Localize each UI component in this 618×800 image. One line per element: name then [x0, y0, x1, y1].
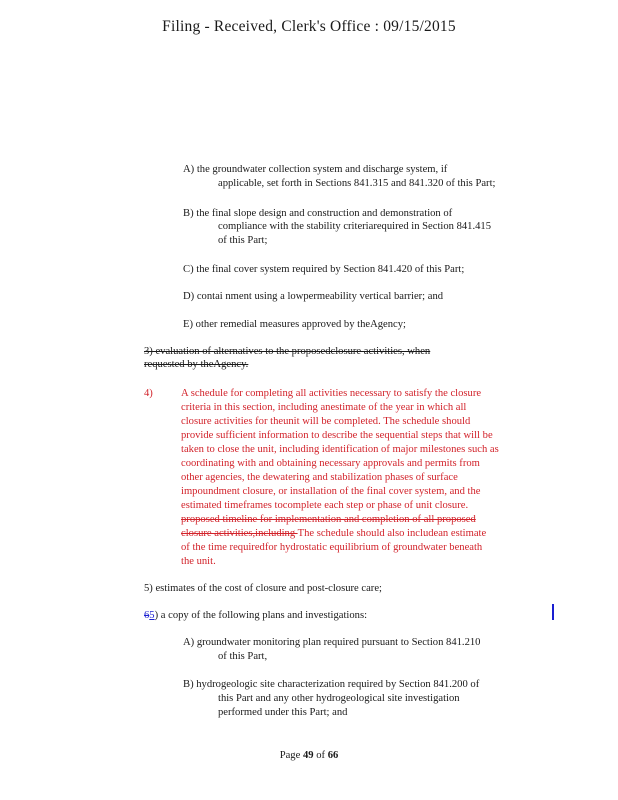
item-4-line3: closure activities for theunit will be completed. The schedule should [181, 416, 471, 427]
item-b1-line1 [183, 207, 452, 220]
item-a2-line2: of this Part, [218, 651, 268, 662]
item-5-line1: 5) estimates of the cost of closure and post-closure care; [144, 583, 382, 594]
item-b2-line2: this Part and any other hydrogeological site investigation [218, 693, 460, 704]
item-4-after-struck: The schedule should also includean estimate [297, 528, 487, 539]
item-label: B) [183, 208, 194, 219]
item-6-text: ) a copy of the following plans and investigations: [154, 610, 368, 621]
item-4-line13: the unit. [181, 556, 216, 567]
item-label: B) [183, 679, 194, 690]
item-4-line11 [181, 527, 486, 540]
item-4-line12: of the time requiredfor hydrostatic equilibrium of groundwater beneath [181, 542, 483, 553]
item-text: contai nment using a lowpermeability vertical barrier; and [196, 291, 444, 302]
item-label: E) [183, 319, 193, 330]
of-word: of [316, 750, 326, 761]
item-label: A) [183, 637, 195, 648]
item-4-struck2: closure activities,including [181, 528, 298, 539]
text-cursor [552, 604, 554, 620]
page-total: 66 [327, 750, 339, 761]
item-text: the final cover system required by Section 841.420 of this Part; [196, 264, 465, 275]
item-4-line1: A schedule for completing all activities necessary to satisfy the closure [181, 388, 482, 399]
item-6-old-number: 6 [144, 610, 150, 621]
item-text: the final slope design and construction and demonstration of [196, 208, 453, 219]
item-4-line9: estimated timeframes tocomplete each step or phase of unit closure. [181, 500, 469, 511]
page-word: Page [279, 750, 301, 761]
item-b1-line2: compliance with the stability criteriarequired in Section 841.415 [218, 221, 492, 232]
item-b1-line3: of this Part; [218, 235, 268, 246]
item-4-line8: impoundment closure, or installation of the final cover system, and the [181, 486, 481, 497]
item-3-line1-deleted: 3) evaluation of alternatives to the proposedclosure activities, when [144, 346, 431, 357]
item-4-line7: other agencies, the dewatering and stabilization phases of surface [181, 472, 458, 483]
item-4-line4: provide sufficient information to describe the sequential steps that will be [181, 430, 493, 441]
item-label: A) [183, 164, 195, 175]
item-4-line2: criteria in this section, including anestimate of the year in which all [181, 402, 467, 413]
item-a1-line1 [183, 163, 447, 176]
item-4-line5: taken to close the unit, including identification of major milestones such as [181, 444, 499, 455]
item-text: other remedial measures approved by theAgency; [195, 319, 406, 330]
item-b2-line1 [183, 678, 479, 691]
filing-header: Filing - Received, Clerk's Office : 09/15/2015 [162, 18, 456, 35]
item-4-label: 4) [144, 388, 153, 399]
item-e1-line1 [183, 318, 406, 331]
item-text: the groundwater collection system and discharge system, if [196, 164, 448, 175]
item-a2-line1 [183, 636, 480, 649]
item-d1-line1 [183, 290, 443, 303]
item-a1-line2: applicable, set forth in Sections 841.315 and 841.320 of this Part; [218, 178, 496, 189]
item-b2-line3: performed under this Part; and [218, 707, 348, 718]
item-label: D) [183, 291, 195, 302]
item-text: groundwater monitoring plan required pursuant to Section 841.210 [196, 637, 481, 648]
item-3-line2-deleted: requested by theAgency. [144, 359, 249, 370]
item-text: hydrogeologic site characterization required by Section 841.200 of [196, 679, 480, 690]
item-c1-line1 [183, 263, 464, 276]
item-6-new-number: 5 [149, 610, 155, 621]
item-4-line6: coordinating with and obtaining necessary approvals and permits from [181, 458, 480, 469]
page-footer [0, 750, 618, 761]
item-4-struck1: proposed timeline for implementation and completion of all proposed [181, 514, 476, 525]
item-6-line1 [144, 609, 367, 622]
item-label: C) [183, 264, 194, 275]
page-number: 49 [302, 750, 314, 761]
